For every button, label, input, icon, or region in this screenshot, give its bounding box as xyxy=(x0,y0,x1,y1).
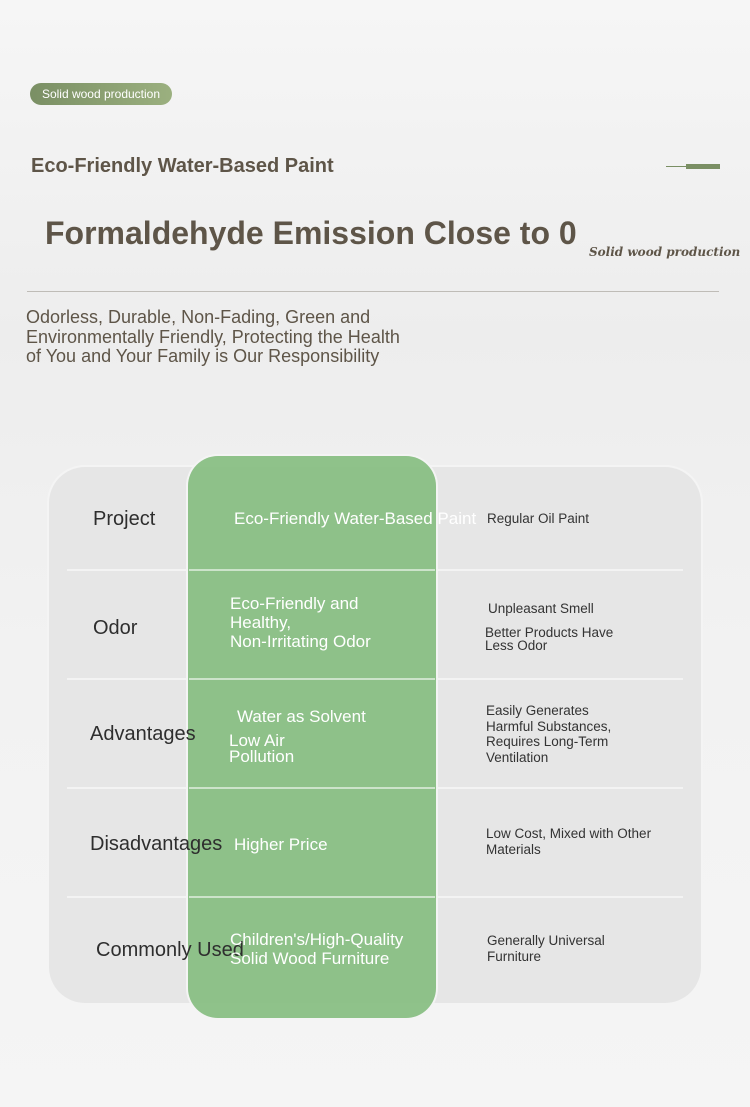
eco-cell-line: Healthy, xyxy=(230,613,292,632)
oil-cell-line: Low Cost, Mixed with Other xyxy=(486,826,652,841)
divider xyxy=(27,291,719,292)
row-label-advantages: Advantages xyxy=(90,723,196,745)
eco-cell-advantages-note xyxy=(229,733,294,765)
oil-cell-line: Requires Long-Term xyxy=(486,734,609,749)
decorative-line xyxy=(666,164,720,169)
eco-cell-line: Children's/High-Quality xyxy=(230,930,404,949)
oil-cell-commonly-used xyxy=(487,933,605,964)
row-label-odor: Odor xyxy=(93,617,138,639)
intro-line: Environmentally Friendly, Protecting the Health xyxy=(26,326,400,347)
eco-cell-advantages: Water as Solvent xyxy=(237,707,366,726)
eco-cell-project: Eco-Friendly Water-Based Paint xyxy=(234,509,477,528)
eco-cell-commonly-used xyxy=(230,930,403,968)
eco-cell-disadvantages: Higher Price xyxy=(234,835,328,854)
row-label-project: Project xyxy=(93,508,156,530)
badge: Solid wood production xyxy=(30,83,172,105)
oil-cell-line: Generally Universal xyxy=(487,933,605,948)
eco-cell-line: Eco-Friendly and xyxy=(230,594,359,613)
oil-cell-odor: Unpleasant Smell xyxy=(488,601,594,616)
oil-cell-advantages xyxy=(486,703,611,765)
eco-cell-line: Low Air xyxy=(229,731,285,750)
tagline: Solid wood production xyxy=(589,245,741,259)
oil-cell-line: Harmful Substances, xyxy=(486,718,612,734)
eco-cell-line: Solid Wood Furniture xyxy=(230,949,390,968)
oil-cell-disadvantages xyxy=(486,826,651,857)
oil-cell-line: Materials xyxy=(486,841,541,857)
oil-cell-line: Furniture xyxy=(487,948,542,964)
eco-cell-odor xyxy=(230,594,371,651)
oil-cell-line: Better Products Have xyxy=(485,625,614,640)
oil-cell-line: Easily Generates xyxy=(486,703,589,718)
eco-cell-line: Pollution xyxy=(229,747,295,766)
oil-cell-line: Less Odor xyxy=(485,637,548,653)
oil-cell-project: Regular Oil Paint xyxy=(487,511,590,526)
row-divider xyxy=(189,787,435,789)
section-subtitle: Eco-Friendly Water-Based Paint xyxy=(31,155,334,177)
intro-line: of You and Your Family is Our Responsibility xyxy=(26,346,380,366)
row-divider xyxy=(189,896,435,898)
row-label-commonly-used: Commonly Used xyxy=(96,939,244,961)
oil-cell-odor-note xyxy=(485,627,613,652)
page-title: Formaldehyde Emission Close to 0 xyxy=(45,215,577,251)
intro-line: Odorless, Durable, Non-Fading, Green and xyxy=(26,307,371,327)
row-divider xyxy=(189,678,435,680)
intro-text xyxy=(26,308,446,367)
eco-cell-line: Non-Irritating Odor xyxy=(230,632,371,651)
oil-cell-line: Ventilation xyxy=(486,749,549,765)
row-label-disadvantages: Disadvantages xyxy=(90,833,223,855)
row-divider xyxy=(189,569,435,571)
